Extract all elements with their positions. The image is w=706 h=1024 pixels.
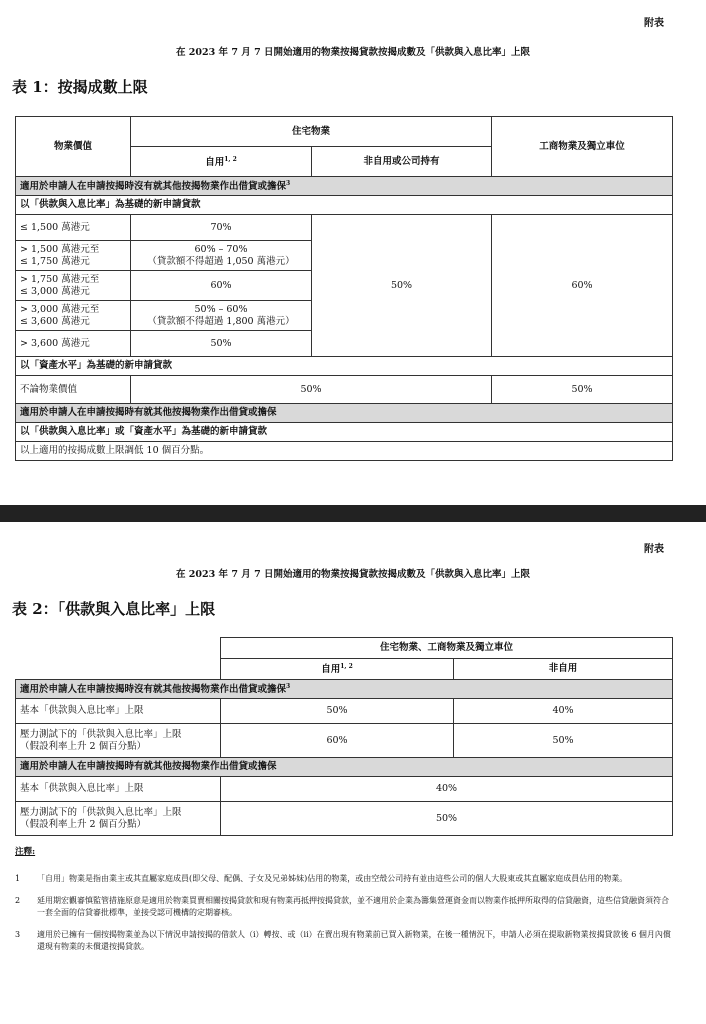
notes-heading: 注釋: bbox=[15, 847, 36, 857]
section-no-other-mortgage-sup: 3 bbox=[286, 683, 291, 691]
table-row-non-self-use: 40% bbox=[454, 699, 673, 724]
section-no-other-mortgage-sup: 3 bbox=[286, 180, 291, 188]
note-item bbox=[15, 895, 675, 918]
table-row-self-use: 60% bbox=[131, 271, 312, 301]
note-number: 3 bbox=[15, 930, 21, 939]
note-text: 適用於已擁有一個按揭物業並為以下情況申請按揭的借款人（i）轉按、或（ii）在賣出現有物業前已買入新物業，在後一種情況下，申請人必須在提取新物業按揭貸款後 6 個月內償還現有物業的未償還按揭貸款。 bbox=[37, 930, 671, 951]
table-row-self-use: 50% bbox=[131, 331, 312, 357]
value-line-2: ≤ 1,750 萬港元 bbox=[20, 255, 90, 267]
note-number: 1 bbox=[15, 873, 21, 883]
table-row-value: ≤ 1,500 萬港元 bbox=[16, 215, 131, 241]
dsr-cap-table bbox=[15, 637, 673, 836]
section-no-other-mortgage-label: 適用於申請人在申請按揭時沒有就其他按揭物業作出借貸或擔保 bbox=[20, 684, 287, 696]
table-row-label bbox=[16, 802, 221, 836]
value-line-1: > 1,750 萬港元至 bbox=[20, 273, 100, 285]
note-text: 延用期宏觀審慎監管措施原意是適用於物業買賣相關按揭貸款和現有物業再抵押按揭貸款，並不適用於企業為籌集營運資金而以物業作抵押所取得的信貸融資，這些信貸融資須符合一套全面的信貸審批標準，並接受認可機構的定期審核。 bbox=[37, 896, 669, 917]
ltv-cap-table bbox=[15, 116, 673, 461]
label-line-2: （假設利率上升 2 個百分點） bbox=[20, 740, 147, 752]
asset-row-residential: 50% bbox=[131, 376, 492, 404]
header-self-use bbox=[221, 659, 454, 680]
header-self-use-label: 自用 bbox=[321, 664, 341, 676]
header-property-group: 住宅物業、工商物業及獨立車位 bbox=[221, 638, 673, 659]
table-row-value bbox=[16, 271, 131, 301]
table-row-label: 基本「供款與入息比率」上限 bbox=[16, 777, 221, 802]
header-self-use-sup: 1, 2 bbox=[224, 155, 237, 163]
page-divider bbox=[0, 505, 706, 522]
table-row-value bbox=[16, 241, 131, 271]
table-row-self-use: 50% bbox=[221, 699, 454, 724]
asset-row-label: 不論物業價值 bbox=[16, 376, 131, 404]
self-use-note: （貸款額不得超過 1,050 萬港元） bbox=[147, 255, 295, 267]
header-property-value: 物業價值 bbox=[16, 117, 131, 177]
section-has-other-mortgage: 適用於申請人在申請按揭時有就其他按揭物業作出借貸或擔保 bbox=[16, 404, 673, 423]
note-item bbox=[15, 873, 675, 885]
note-text: 「自用」物業是指由業主或其直屬家庭成員(即父母、配偶、子女及兄弟姊妹)佔用的物業，或由空殼公司持有並由這些公司的個人大股東或其直屬家庭成員佔用的物業。 bbox=[37, 873, 628, 883]
value-line-1: > 1,500 萬港元至 bbox=[20, 243, 100, 255]
label-line-1: 壓力測試下的「供款與入息比率」上限 bbox=[20, 806, 182, 818]
header-non-self-use: 非自用 bbox=[454, 659, 673, 680]
non-self-use-ltv: 50% bbox=[312, 215, 492, 357]
table-row-all: 40% bbox=[221, 777, 673, 802]
subsection-asset-based: 以「資產水平」為基礎的新申請貸款 bbox=[16, 357, 673, 376]
document-title: 在 2023 年 7 月 7 日開始適用的物業按揭貸款按揭成數及「供款與入息比率」上限 bbox=[175, 569, 530, 580]
table-row-self-use: 60% bbox=[221, 724, 454, 758]
table-2-title: 表 2：「供款與入息比率」上限 bbox=[12, 600, 216, 618]
section-no-other-mortgage bbox=[16, 680, 673, 699]
value-line-1: > 3,000 萬港元至 bbox=[20, 303, 100, 315]
header-self-use bbox=[131, 147, 312, 177]
section-no-other-mortgage-label: 適用於申請人在申請按揭時沒有就其他按揭物業作出借貸或擔保 bbox=[20, 181, 287, 193]
table-row-value: > 3,600 萬港元 bbox=[16, 331, 131, 357]
table-row-self-use: 70% bbox=[131, 215, 312, 241]
value-line-2: ≤ 3,000 萬港元 bbox=[20, 285, 90, 297]
value-line-2: ≤ 3,600 萬港元 bbox=[20, 315, 90, 327]
header-self-use-sup: 1, 2 bbox=[340, 663, 353, 671]
table-1-title: 表 1：按揭成數上限 bbox=[12, 78, 148, 96]
table-row-non-self-use: 50% bbox=[454, 724, 673, 758]
reduction-note: 以上適用的按揭成數上限調低 10 個百分點。 bbox=[16, 442, 673, 461]
annex-label: 附表 bbox=[644, 18, 664, 29]
document-title: 在 2023 年 7 月 7 日開始適用的物業按揭貸款按揭成數及「供款與入息比率」上限 bbox=[175, 47, 530, 58]
self-use-range: 50% – 60% bbox=[194, 303, 248, 315]
commercial-ltv: 60% bbox=[492, 215, 673, 357]
header-blank bbox=[16, 638, 221, 680]
section-no-other-mortgage bbox=[16, 177, 673, 196]
note-number: 2 bbox=[15, 896, 21, 905]
header-self-use-label: 自用 bbox=[205, 157, 225, 169]
self-use-note: （貸款額不得超過 1,800 萬港元） bbox=[147, 315, 295, 327]
table-row-label bbox=[16, 724, 221, 758]
self-use-range: 60% – 70% bbox=[194, 243, 248, 255]
section-has-other-mortgage: 適用於申請人在申請按揭時有就其他按揭物業作出借貸或擔保 bbox=[16, 758, 673, 777]
page-1 bbox=[0, 0, 706, 505]
header-residential: 住宅物業 bbox=[131, 117, 492, 147]
annex-label: 附表 bbox=[644, 544, 664, 555]
table-row-self-use bbox=[131, 301, 312, 331]
asset-row-commercial: 50% bbox=[492, 376, 673, 404]
header-non-self-use: 非自用或公司持有 bbox=[312, 147, 492, 177]
label-line-1: 壓力測試下的「供款與入息比率」上限 bbox=[20, 728, 182, 740]
subsection-dsr-or-asset: 以「供款與入息比率」或「資產水平」為基礎的新申請貸款 bbox=[16, 423, 673, 442]
header-commercial: 工商物業及獨立車位 bbox=[492, 117, 673, 177]
table-row-all: 50% bbox=[221, 802, 673, 836]
subsection-dsr-based: 以「供款與入息比率」為基礎的新申請貸款 bbox=[16, 196, 673, 215]
note-item bbox=[15, 929, 675, 952]
table-row-self-use bbox=[131, 241, 312, 271]
table-row-value bbox=[16, 301, 131, 331]
label-line-2: （假設利率上升 2 個百分點） bbox=[20, 818, 147, 830]
notes-section bbox=[15, 847, 675, 963]
table-row-label: 基本「供款與入息比率」上限 bbox=[16, 699, 221, 724]
